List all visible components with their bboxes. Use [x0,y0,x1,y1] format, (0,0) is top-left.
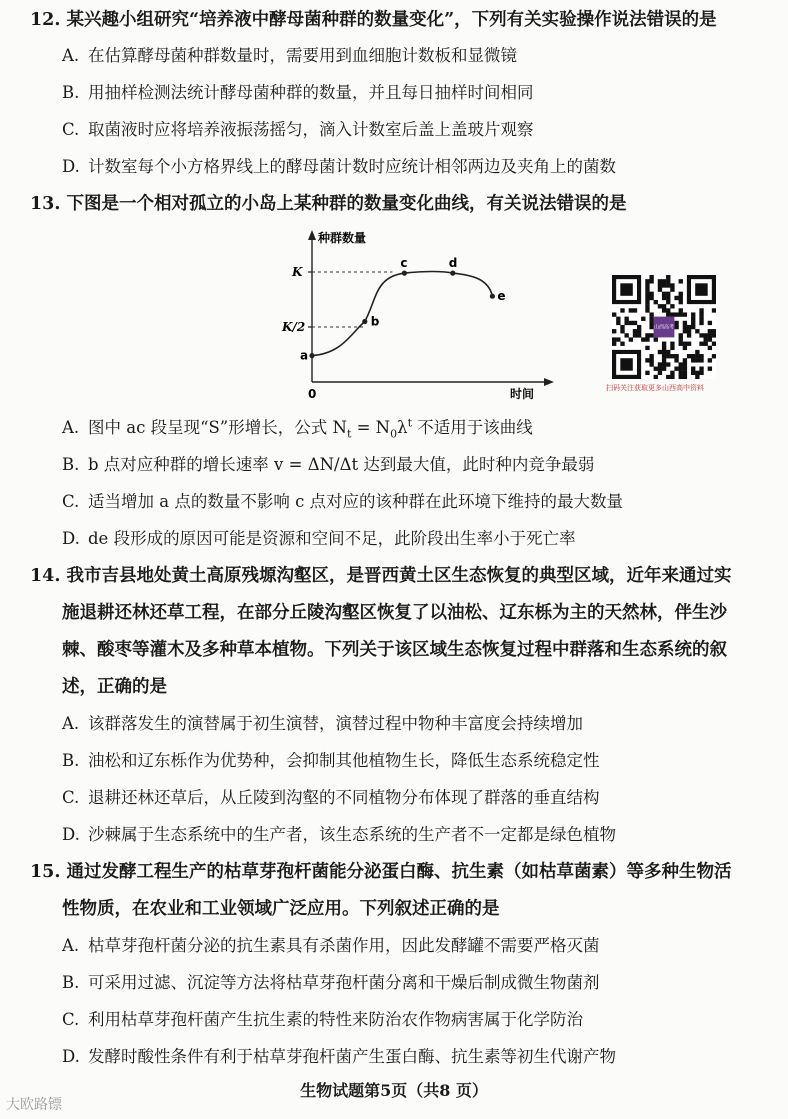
qr-module [708,329,712,333]
qr-module [708,337,712,341]
qr-module [683,362,687,366]
qr-module [649,312,653,316]
qr-module [687,354,691,358]
qr-module [620,325,624,329]
qr-module [691,321,695,325]
qr-module [670,283,674,287]
qr-module [712,342,716,346]
qr-module [695,354,699,358]
qr-module [658,279,662,283]
qr-module [687,329,691,333]
option-text: 适当增加 a 点的数量不影响 c 点对应的该种群在此环境下维持的最大数量 [88,492,624,511]
qr-module [633,321,637,325]
q14-stem-line-3: 棘、酸枣等灌木及多种草本植物。下列关于该区域生态恢复过程中群落和生态系统的叙 [62,640,727,660]
qr-module [666,300,670,304]
option-text: 利用枯草芽孢杆菌产生抗生素的特性来防治农作物病害属于化学防治 [88,1010,583,1029]
qr-module [616,321,620,325]
qr-module [687,342,691,346]
qr-module [662,350,666,354]
qr-module [662,279,666,283]
qr-module [683,312,687,316]
q13-option-b [62,451,594,475]
qr-module [695,329,699,333]
qr-module [695,375,699,379]
qr-module [691,358,695,362]
curve-point-d [450,271,455,276]
subscript-0: 0 [390,427,398,441]
q15-option-a [62,932,600,956]
qr-module [699,371,703,375]
qr-module [649,279,653,283]
qr-module [666,354,670,358]
qr-module [687,325,691,329]
qr-module [683,371,687,375]
option-label: A. [62,418,80,437]
qr-module [658,287,662,291]
qr-module [616,337,620,341]
subscript-t: t [346,427,352,441]
qr-module [620,342,624,346]
qr-module [666,362,670,366]
qr-module [679,296,683,300]
qr-module [662,358,666,362]
qr-module [670,354,674,358]
q15-option-d [62,1043,616,1067]
option-text-part: 图中 ac 段呈现“S”形增长，公式 N [88,418,347,437]
qr-module [645,304,649,308]
q13-stem: 13. 下图是一个相对孤立的小岛上某种群的数量变化曲线，有关说法错误的是 [30,194,627,214]
qr-module [674,358,678,362]
point-label-d: d [448,256,458,271]
qr-module [645,283,649,287]
qr-module [645,287,649,291]
q13-option-c [62,488,623,512]
option-text-part: λ [397,418,408,437]
qr-code-image [612,275,716,379]
qr-module [687,333,691,337]
curve-point-e [490,294,495,299]
qr-module [708,346,712,350]
qr-module [708,321,712,325]
q13-option-a [62,414,533,440]
qr-module [633,333,637,337]
q12-option-a [62,42,517,66]
point-label-a: a [300,348,309,363]
qr-module [649,358,653,362]
option-text: 油松和辽东栎作为优势种，会抑制其他植物生长，降低生态系统稳定性 [88,751,600,770]
qr-module [658,304,662,308]
option-text: de 段形成的原因可能是资源和空间不足，此阶段出生率小于死亡率 [88,529,576,548]
qr-module [645,279,649,283]
option-label: A. [62,46,80,65]
qr-module [654,300,658,304]
qr-module [624,317,628,321]
qr-module [624,321,628,325]
tick-label-k: K [292,265,303,279]
point-label-e: e [497,289,506,304]
option-text: 发酵时酸性条件有利于枯草芽孢杆菌产生蛋白酶、抗生素等初生代谢产物 [88,1047,616,1066]
option-label: D. [62,529,80,548]
q14-option-c [62,784,600,808]
curve-point-a [309,353,314,358]
option-text-part: 不适用于该曲线 [412,418,533,437]
qr-module [695,350,699,354]
qr-center-text: 山西高考 [653,324,675,331]
q14-stem-line-4: 述，正确的是 [62,677,167,697]
qr-module [691,354,695,358]
qr-module [679,300,683,304]
origin-label: 0 [308,387,317,401]
qr-module [645,346,649,350]
qr-module [658,367,662,371]
qr-module [620,329,624,333]
option-label: C. [62,120,80,139]
qr-module [612,342,616,346]
qr-module [666,296,670,300]
q15-option-c [62,1006,583,1030]
qr-module [683,346,687,350]
qr-caption: 扫码关注获取更多山西高中资料 [606,384,704,392]
qr-code[interactable] [612,275,716,379]
qr-module [679,308,683,312]
qr-module [708,367,712,371]
qr-module [662,362,666,366]
qr-module [695,371,699,375]
qr-module [691,371,695,375]
option-text: 用抽样检测法统计酵母菌种群的数量，并且每日抽样时间相同 [88,83,534,102]
qr-module [670,375,674,379]
qr-module [620,308,624,312]
point-label-c: c [400,256,408,271]
y-axis-label: 种群数量 [318,231,367,245]
qr-module [645,358,649,362]
q12-option-c [62,116,534,140]
qr-module [670,287,674,291]
curve-point-c [402,271,407,276]
qr-module [658,362,662,366]
qr-module [683,367,687,371]
option-label: D. [62,1047,80,1066]
qr-module [645,292,649,296]
q14-option-d [62,821,616,845]
point-label-b: b [370,314,380,329]
option-label: A. [62,936,80,955]
qr-module [670,304,674,308]
qr-module [658,350,662,354]
qr-module [637,333,641,337]
qr-module [658,283,662,287]
qr-module [679,342,683,346]
qr-module [674,354,678,358]
qr-module [712,308,716,312]
qr-module [670,346,674,350]
qr-module [683,325,687,329]
q14-option-b [62,747,600,771]
qr-module [704,333,708,337]
qr-module [699,312,703,316]
q12-option-d [62,153,616,177]
option-text: 在估算酵母菌种群数量时，需要用到血细胞计数板和显微镜 [88,46,517,65]
option-label: C. [62,788,80,807]
qr-module [683,375,687,379]
qr-module [649,362,653,366]
qr-module [712,354,716,358]
qr-module [666,308,670,312]
qr-module [649,317,653,321]
qr-module [691,317,695,321]
qr-module [666,312,670,316]
qr-module [637,329,641,333]
qr-module [699,317,703,321]
qr-module [679,362,683,366]
option-label: B. [62,455,80,474]
qr-module [674,325,678,329]
x-axis-arrow [544,378,554,386]
qr-module [633,308,637,312]
qr-module [645,308,649,312]
qr-module [641,337,645,341]
qr-module [654,367,658,371]
qr-module [666,279,670,283]
option-label: A. [62,714,80,733]
qr-module [629,321,633,325]
q15-stem-line-2: 性物质，在农业和工业领域广泛应用。下列叙述正确的是 [62,899,500,919]
qr-module [662,292,666,296]
option-label: B. [62,83,80,102]
qr-module [633,329,637,333]
qr-module [666,275,670,279]
option-label: B. [62,751,80,770]
option-label: C. [62,1010,80,1029]
option-text: b 点对应种群的增长速率 v = ΔN/Δt 达到最大值，此时种内竞争最弱 [88,455,595,474]
qr-module [699,367,703,371]
qr-module [674,296,678,300]
y-axis-arrow [308,230,316,240]
qr-module [645,371,649,375]
qr-module [683,358,687,362]
qr-module [612,337,616,341]
qr-module [683,329,687,333]
qr-module [699,321,703,325]
qr-module [654,337,658,341]
qr-module [645,300,649,304]
qr-module [695,358,699,362]
qr-module [662,304,666,308]
qr-module [666,375,670,379]
qr-module [679,279,683,283]
qr-module [645,337,649,341]
qr-module [708,333,712,337]
option-text: 取菌液时应将培养液振荡摇匀，滴入计数室后盖上盖玻片观察 [88,120,534,139]
q14-stem-line-1: 14. 我市吉县地处黄土高原残塬沟壑区，是晋西黄土区生态恢复的典型区域，近年来通过实 [30,566,732,586]
qr-module [712,333,716,337]
qr-module [637,325,641,329]
page-footer: 生物试题第5页（共8 页） [300,1081,488,1100]
qr-module [699,308,703,312]
option-text: 沙棘属于生态系统中的生产者，该生态系统的生产者不一定都是绿色植物 [88,825,616,844]
qr-module [645,333,649,337]
qr-module [670,312,674,316]
qr-module [666,350,670,354]
option-text: 可采用过滤、沉淀等方法将枯草芽孢杆菌分离和干燥后制成微生物菌剂 [88,973,600,992]
qr-module [662,346,666,350]
qr-module [708,358,712,362]
qr-module [662,283,666,287]
qr-module [629,308,633,312]
qr-module [666,292,670,296]
qr-module [683,342,687,346]
q15-option-b [62,969,600,993]
qr-module [679,375,683,379]
q12-stem: 12. 某兴趣小组研究“培养液中酵母菌种群的数量变化”，下列有关实验操作说法错误的是 [30,10,717,30]
qr-module [704,337,708,341]
qr-module [654,375,658,379]
qr-module [662,296,666,300]
qr-module [704,342,708,346]
option-text-part: = N [351,418,391,437]
qr-module [649,354,653,358]
qr-module [612,329,616,333]
qr-module [679,292,683,296]
qr-module [624,333,628,337]
qr-module [670,371,674,375]
qr-module [691,367,695,371]
qr-module [662,354,666,358]
qr-module [691,312,695,316]
qr-module [699,342,703,346]
qr-module [712,329,716,333]
qr-module [612,312,616,316]
option-label: B. [62,973,80,992]
option-label: C. [62,492,80,511]
watermark: 大欧路镖 [6,1097,62,1113]
qr-module [616,317,620,321]
qr-module [649,275,653,279]
qr-module [679,333,683,337]
q14-option-a [62,710,583,734]
qr-module [641,317,645,321]
qr-module [662,342,666,346]
qr-finder-inner [620,358,632,370]
option-label: D. [62,157,80,176]
qr-module [649,296,653,300]
qr-module [679,367,683,371]
population-curve-chart [270,222,560,402]
qr-module [674,321,678,325]
q12-option-b [62,79,534,103]
superscript-t: t [407,416,413,430]
option-text: 计数室每个小方格界线上的酵母菌计数时应统计相邻两边及夹角上的菌数 [88,157,616,176]
curve-point-b [362,319,367,324]
population-curve [312,272,492,356]
qr-module [662,308,666,312]
option-label: D. [62,825,80,844]
q13-option-d [62,525,576,549]
qr-module [658,371,662,375]
qr-module [649,292,653,296]
qr-module [679,312,683,316]
qr-finder-inner [695,283,707,295]
qr-module [679,337,683,341]
qr-module [674,312,678,316]
x-axis-label: 时间 [510,387,535,401]
tick-label-k-half: K/2 [282,320,306,334]
qr-module [670,342,674,346]
q15-stem-line-1: 15. 通过发酵工程生产的枯草芽孢杆菌能分泌蛋白酶、抗生素（如枯草菌素）等多种生物活 [30,862,732,882]
qr-module [674,367,678,371]
qr-module [683,321,687,325]
option-text: 退耕还林还草后，从丘陵到沟壑的不同植物分布体现了群落的垂直结构 [88,788,600,807]
qr-module [629,337,633,341]
q14-stem-line-2: 施退耕还林还草工程，在部分丘陵沟壑区恢复了以油松、辽东栎为主的天然林，伴生沙 [62,603,727,623]
qr-module [699,354,703,358]
qr-module [699,358,703,362]
qr-module [691,325,695,329]
qr-module [662,367,666,371]
option-text: 枯草芽孢杆菌分泌的抗生素具有杀菌作用，因此发酵罐不需要严格灭菌 [88,936,600,955]
option-text: 该群落发生的演替属于初生演替，演替过程中物种丰富度会持续增加 [88,714,583,733]
qr-module [679,371,683,375]
qr-module [666,283,670,287]
qr-module [699,333,703,337]
qr-module [649,333,653,337]
qr-finder-inner [620,283,632,295]
qr-module [645,296,649,300]
